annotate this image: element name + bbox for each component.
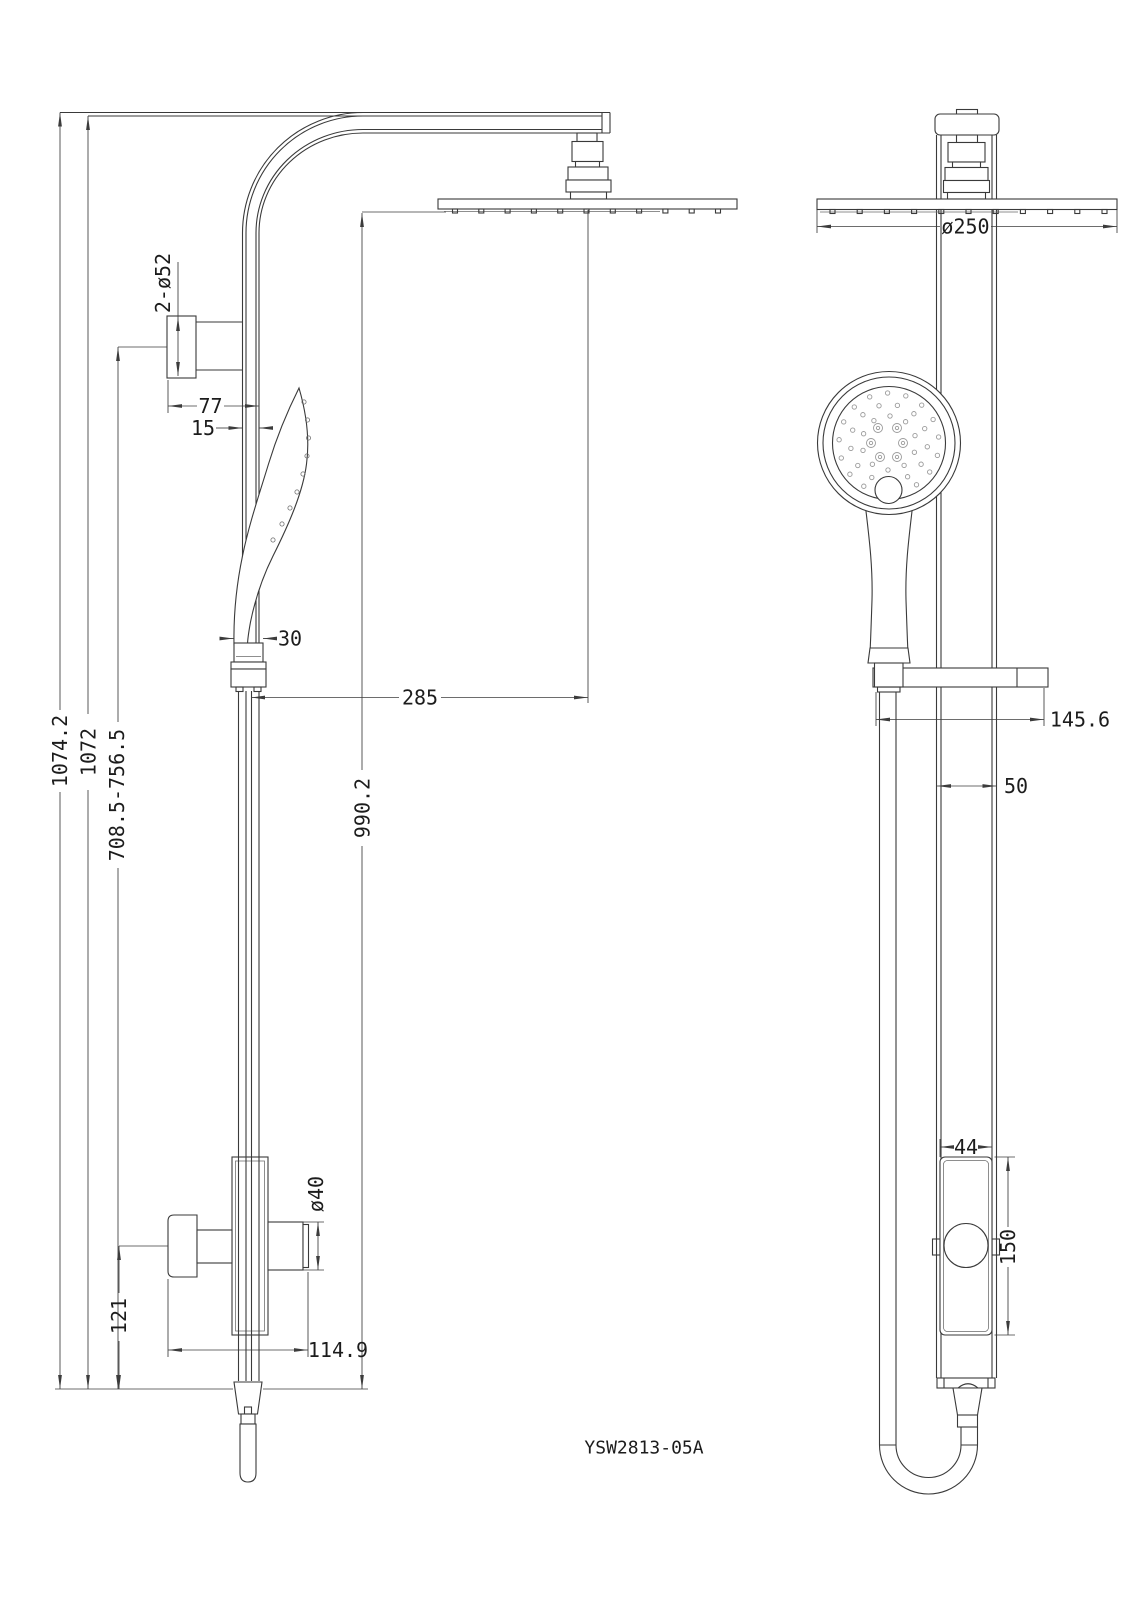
outlet-side (234, 1382, 262, 1482)
hand-shower-side (234, 388, 311, 645)
rain-head-front (817, 199, 1117, 214)
shower-hose (880, 692, 978, 1494)
mixer-wall-plate (232, 1157, 268, 1335)
dim-head-offset: 285 (401, 685, 439, 710)
head-connector-side (566, 133, 611, 199)
dim-valve-width: 114.9 (307, 1338, 369, 1362)
rail-top-cap (935, 110, 999, 136)
dim-head-height: 990.2 (350, 777, 375, 839)
mode-button (875, 477, 902, 504)
head-connector-front (944, 135, 990, 199)
slider-holder-side (231, 643, 266, 692)
dim-overall-height: 1074.2 (48, 714, 72, 788)
dim-valve-diameter: ø40 (304, 1175, 328, 1213)
rain-head-side (438, 199, 737, 213)
rail-base-outlet (937, 1378, 995, 1427)
dim-holder-length: 145.6 (1049, 707, 1111, 732)
dim-rail-height: 1072 (76, 727, 101, 777)
dim-valve-offset: 121 (107, 1297, 131, 1335)
hand-shower-face (818, 372, 961, 515)
front-view (817, 110, 1117, 1495)
side-view (55, 113, 737, 1483)
dim-bracket-range: 708.5-756.5 (105, 728, 129, 862)
dim-rail-width: 50 (1003, 774, 1029, 798)
dim-rail-depth: 15 (190, 416, 216, 440)
dim-bracket-offset: 77 (198, 394, 223, 418)
inlet-cover (933, 1157, 1000, 1335)
shower-rail-side (60, 113, 610, 1382)
hand-shower-handle (864, 494, 914, 692)
dim-inlet-width: 44 (953, 1135, 979, 1159)
dim-escutcheon: 2-ø52 (151, 252, 175, 314)
dim-handle-width: 30 (277, 626, 303, 651)
model-number: YSW2813-05A (584, 1437, 704, 1459)
dim-head-diameter: ø250 (941, 214, 990, 239)
dim-inlet-height: 150 (996, 1228, 1020, 1266)
